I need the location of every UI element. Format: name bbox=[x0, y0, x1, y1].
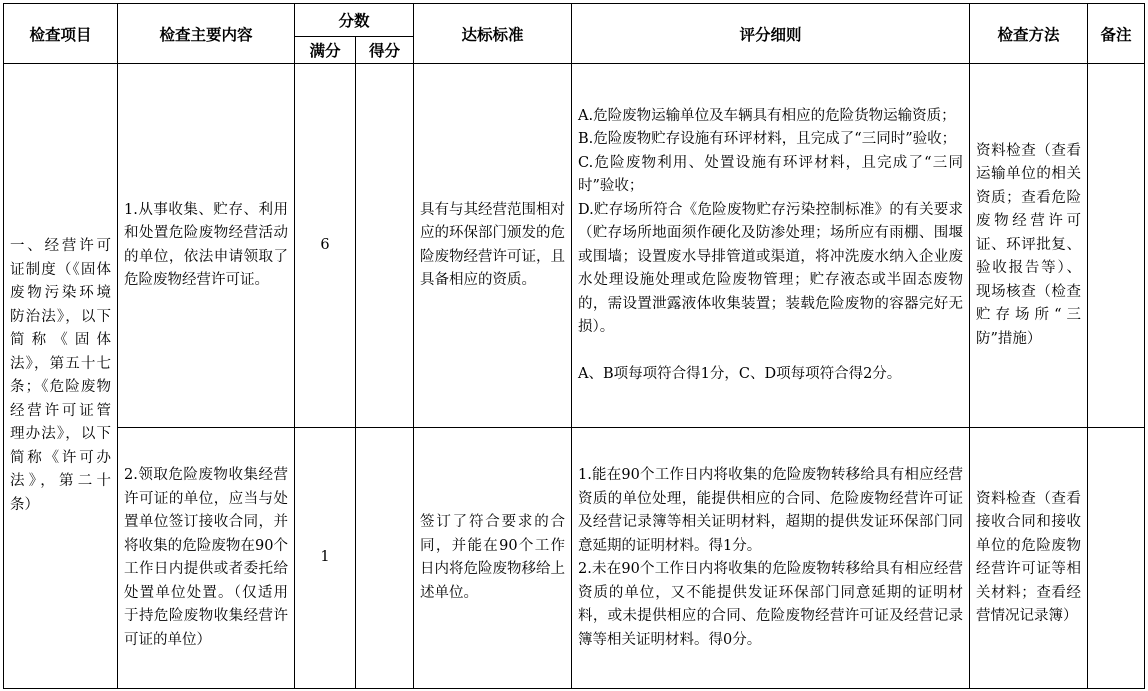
rule-line: 1.能在90个工作日内将收集的危险废物转移给具有相应经营资质的单位处理，能提供相应的合同、危险废物经营许可证及经营记录簿等相关证明材料，超期的提供发证环保部门同意延期的证明材料。得1分。 bbox=[578, 467, 964, 554]
header-got-score: 得分 bbox=[356, 37, 414, 64]
method-cell: 资料检查（查看运输单位的相关资质；查看危险废物经营许可证、环评批复、验收报告等）、现场核查（检查贮存场所“三防”措施） bbox=[970, 64, 1088, 428]
method-cell: 资料检查（查看接收合同和接收单位的危险废物经营许可证等相关材料；查看经营情况记录簿） bbox=[970, 428, 1088, 689]
remark-cell bbox=[1088, 64, 1145, 428]
rule-line: 2.未在90个工作日内将收集的危险废物转移给具有相应经营资质的单位，又不能提供发证环保部门同意延期的证明材料，或未提供相应的合同、危险废物经营许可证及经营记录簿等相关证明材料。得0分。 bbox=[578, 561, 964, 648]
rule-line: A.危险废物运输单位及车辆具有相应的危险货物运输资质； bbox=[578, 107, 956, 124]
table-row bbox=[4, 64, 1145, 428]
rule-line: C.危险废物利用、处置设施有环评材料，且完成了“三同时”验收； bbox=[578, 154, 964, 194]
got-score-cell bbox=[356, 64, 414, 428]
header-content: 检查主要内容 bbox=[118, 4, 295, 64]
header-full-score: 满分 bbox=[295, 37, 356, 64]
remark-cell bbox=[1088, 428, 1145, 689]
full-score-cell: 6 bbox=[295, 64, 356, 428]
header-standard: 达标标准 bbox=[414, 4, 572, 64]
rule-line: B.危险废物贮存设施有环评材料，且完成了“三同时”验收； bbox=[578, 131, 957, 147]
standard-cell: 具有与其经营范围相对应的环保部门颁发的危险废物经营许可证，且具备相应的资质。 bbox=[414, 64, 572, 428]
rule-gap bbox=[578, 340, 963, 364]
header-score: 分数 bbox=[295, 4, 414, 37]
inspection-table bbox=[3, 3, 1145, 689]
header-remark: 备注 bbox=[1088, 4, 1145, 64]
content-cell: 2.领取危险废物收集经营许可证的单位，应当与处置单位签订接收合同，并将收集的危险废物在90个工作日内提供或者委托给处置单位处置。（仅适用于持危险废物收集经营许可证的单位） bbox=[118, 428, 295, 689]
check-item-cell: 一、经营许可证制度（《固体废物污染环境防治法》，以下简称《固体法》，第五十七条；《危险废物经营许可证管理办法》，以下简称《许可办法》，第二十条） bbox=[4, 64, 118, 689]
rule-line: D.贮存场所符合《危险废物贮存污染控制标准》的有关要求（贮存场所地面须作硬化及防渗处理；场所应有雨棚、围堰或围墙；设置废水导排管道或渠道，将冲洗废水纳入企业废水处理设施处理或危险废物管理；贮存液态或半固态废物的，需设置泄露液体收集装置；装载危险废物的容器完好无损）。 bbox=[578, 201, 964, 335]
table-row bbox=[4, 428, 1145, 689]
standard-cell: 签订了符合要求的合同，并能在90个工作日内将危险废物移给上述单位。 bbox=[414, 428, 572, 689]
header-item: 检查项目 bbox=[4, 4, 118, 64]
rules-cell bbox=[572, 428, 970, 689]
header-method: 检查方法 bbox=[970, 4, 1088, 64]
full-score-cell: 1 bbox=[295, 428, 356, 689]
header-rules: 评分细则 bbox=[572, 4, 970, 64]
rules-cell bbox=[572, 64, 970, 428]
content-cell: 1.从事收集、贮存、利用和处置危险废物经营活动的单位，依法申请领取了危险废物经营许可证。 bbox=[118, 64, 295, 428]
got-score-cell bbox=[356, 428, 414, 689]
rule-note: A、B项每项符合得1分，C、D项每项符合得2分。 bbox=[578, 366, 902, 382]
